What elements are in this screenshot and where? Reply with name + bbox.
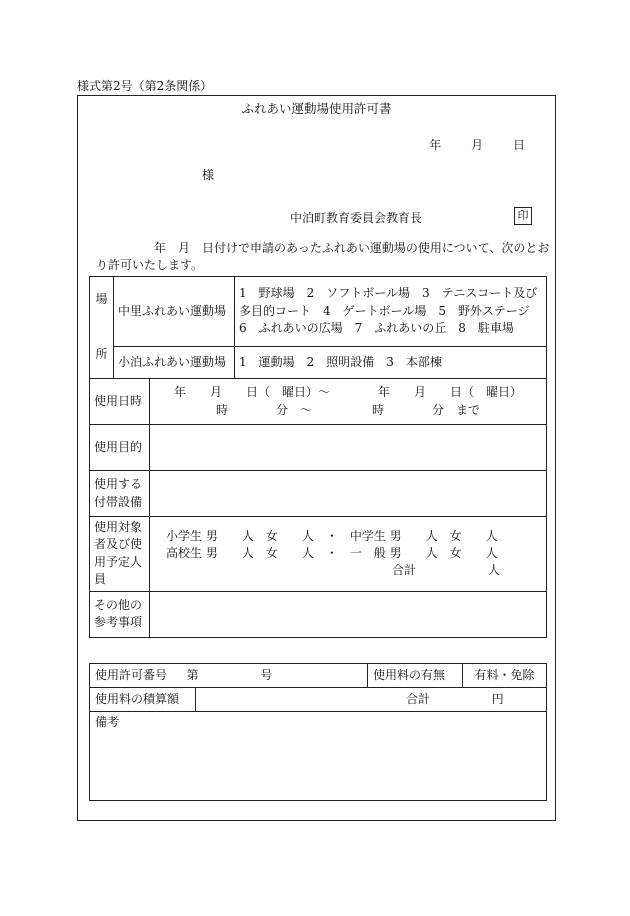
usage-time-range: 時 分 ～ 時 分 まで xyxy=(215,402,480,417)
fee-estimate-field[interactable] xyxy=(196,688,547,712)
fee-estimate-label: 使用料の積算額 xyxy=(90,688,196,712)
other-notes-label: その他の参考事項 xyxy=(90,591,150,637)
other-notes-row xyxy=(90,591,547,637)
location-label-top: 場 xyxy=(95,292,108,306)
users-count-field[interactable] xyxy=(150,517,547,592)
usage-purpose-label: 使用目的 xyxy=(90,425,150,471)
usage-purpose-field[interactable] xyxy=(150,425,547,471)
addressee-suffix: 様 xyxy=(202,168,215,182)
users-line-primary-middle: 小学生 男 人 女 人 ・ 中学生 男 人 女 人 xyxy=(166,528,498,543)
usage-datetime-row xyxy=(90,379,547,425)
venue-name-kodomari: 小泊ふれあい運動場 xyxy=(114,347,235,379)
users-line-high-general: 高校生 男 人 女 人 ・ 一 般 男 人 女 人 xyxy=(166,546,498,561)
permit-number-suffix: 号 xyxy=(260,667,273,682)
equipment-field[interactable] xyxy=(150,471,547,517)
venue-row-nakasato xyxy=(90,277,547,347)
remarks-label: 備考 xyxy=(95,715,120,729)
equipment-row xyxy=(90,471,547,517)
remarks-row xyxy=(90,712,547,801)
permit-detail-table xyxy=(89,276,547,638)
date-month-label: 月 xyxy=(471,138,484,152)
form-reference: 様式第2号（第2条関係） xyxy=(77,79,213,93)
users-total: 合計 人 xyxy=(392,563,501,578)
date-year-label: 年 xyxy=(429,138,442,152)
usage-datetime-label: 使用日時 xyxy=(90,379,150,425)
permit-number-cell[interactable] xyxy=(90,664,368,688)
fee-unit: 円 xyxy=(491,691,504,706)
other-notes-field[interactable] xyxy=(150,591,547,637)
permit-admin-table xyxy=(89,663,547,801)
location-label-bottom: 所 xyxy=(95,347,108,362)
users-label: 使用対象者及び使用予定人員 xyxy=(90,517,150,592)
venue-name-nakasato: 中里ふれあい運動場 xyxy=(114,277,235,347)
equipment-label: 使用する付帯設備 xyxy=(90,471,150,517)
permit-number-prefix: 第 xyxy=(186,667,199,682)
permit-statement: 年 月 日付けで申請のあったふれあい運動場の使用について、次のとおり許可いたします。 xyxy=(96,241,550,273)
usage-date-range: 年 月 日（ 曜日）～ 年 月 日（ 曜日） xyxy=(173,385,522,400)
form-title: ふれあい運動場使用許可書 xyxy=(241,101,392,116)
fee-total-label: 合計 xyxy=(406,691,431,706)
venue-facilities-nakasato: 1 野球場 2 ソフトボール場 3 テニスコート及び多目的コート 4 ゲートボール場 5 野外ステージ 6 ふれあいの広場 7 ふれあいの丘 8 駐車場 xyxy=(235,277,547,347)
issuer-name: 中泊町教育委員会教育長 xyxy=(290,211,423,225)
permit-form-frame xyxy=(77,95,556,821)
permit-number-row xyxy=(90,664,547,688)
usage-datetime-field[interactable] xyxy=(150,379,547,425)
seal-mark: 印 xyxy=(514,207,532,225)
fee-estimate-row xyxy=(90,688,547,712)
venue-row-kodomari xyxy=(90,347,547,379)
users-row xyxy=(90,517,547,592)
date-day-label: 日 xyxy=(512,138,525,152)
venue-facilities-kodomari: 1 運動場 2 照明設備 3 本部棟 xyxy=(235,347,547,379)
fee-presence-label: 使用料の有無 xyxy=(368,664,463,688)
issue-date-line xyxy=(403,136,525,154)
permit-number-label: 使用許可番号 xyxy=(95,667,168,682)
location-label-cell xyxy=(90,277,114,379)
remarks-field[interactable] xyxy=(90,712,547,801)
fee-presence-value[interactable]: 有料・免除 xyxy=(463,664,547,688)
usage-purpose-row xyxy=(90,425,547,471)
